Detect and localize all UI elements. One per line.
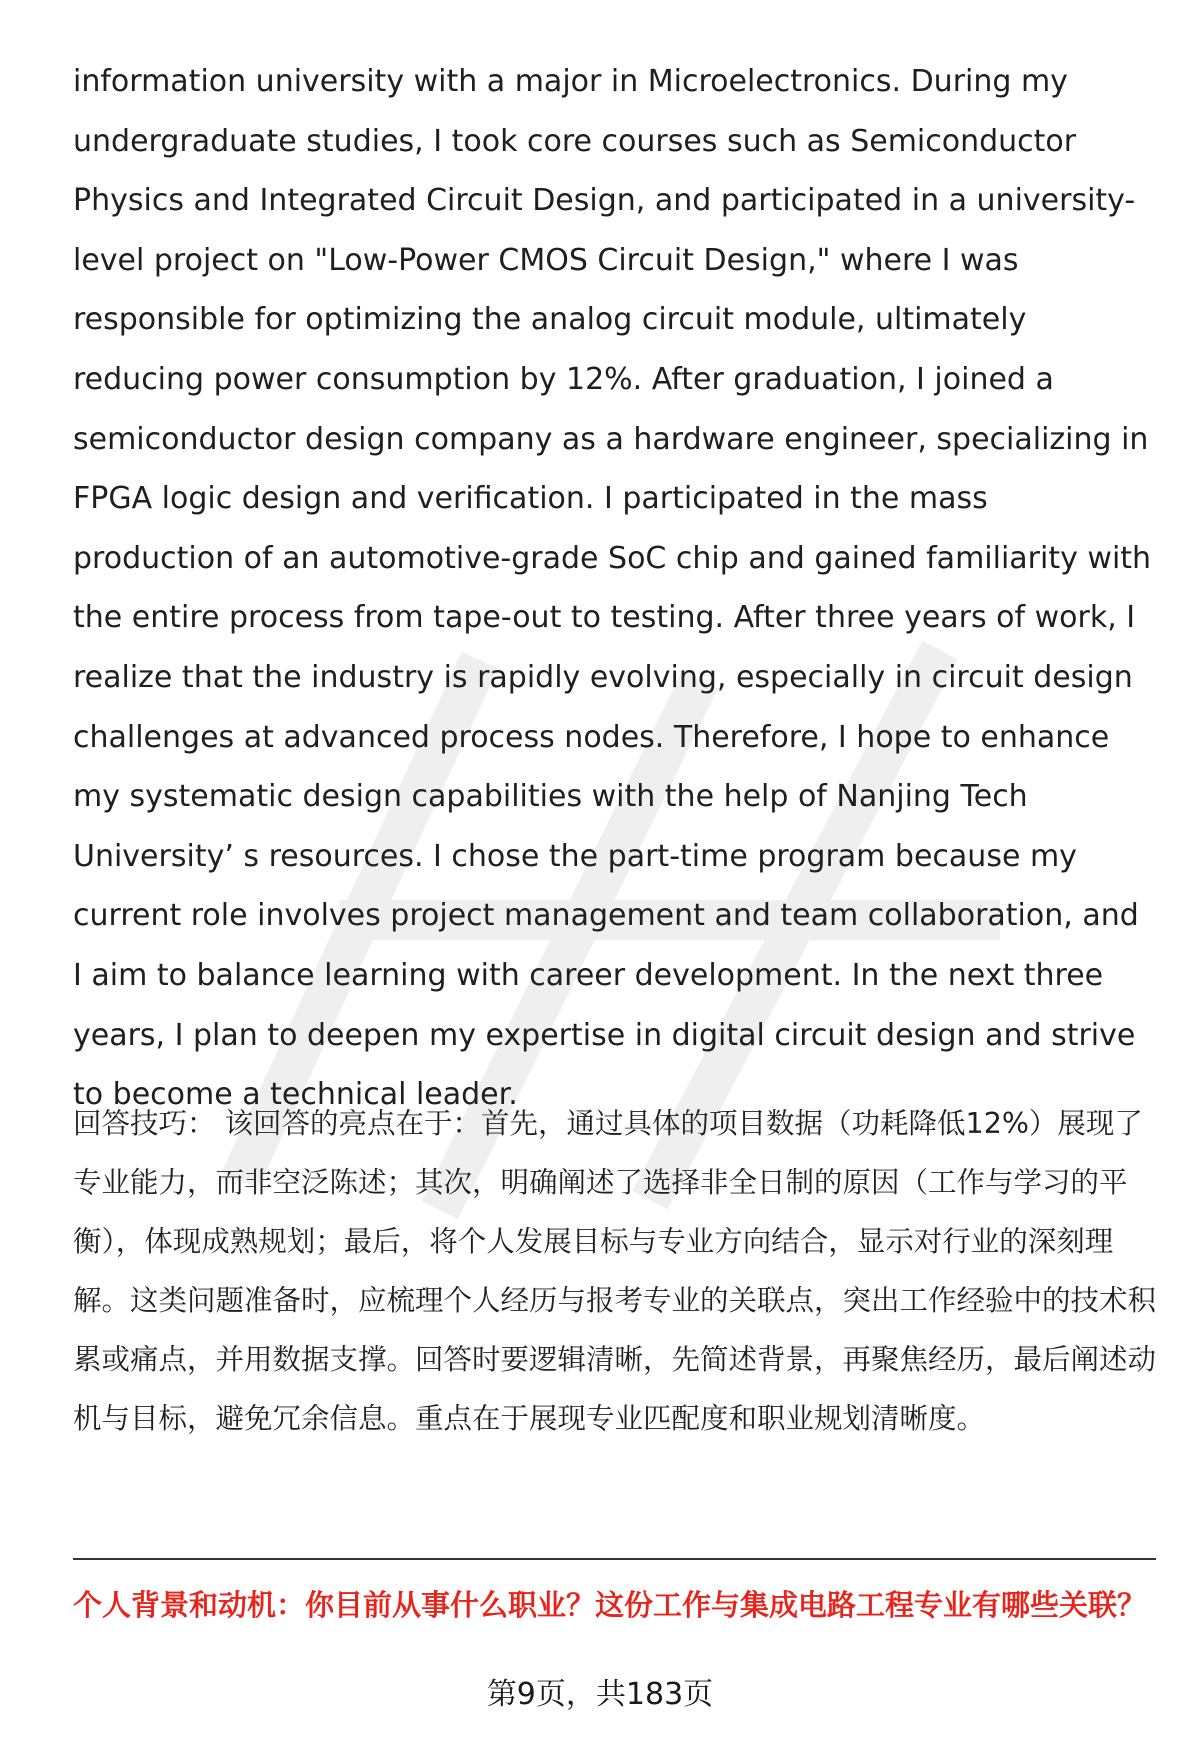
section-divider (73, 1558, 1156, 1560)
next-question-heading: 个人背景和动机：你目前从事什么职业？这份工作与集成电路工程专业有哪些关联？ (73, 1588, 1147, 1622)
answer-tips-paragraph: 回答技巧： 该回答的亮点在于：首先，通过具体的项目数据（功耗降低12%）展现了专业能力，而非空泛陈述；其次，明确阐述了选择非全日制的原因（工作与学习的平衡），体现成熟规划；最后，将个人发展目标与专业方向结合，显示对行业的深刻理解。这类问题准备时，应梳理个人经历与报考专业的关联点，突出工作经验中的技术积累或痛点，并用数据支撑。回答时要逻辑清晰，先简述背景，再聚焦经历，最后阐述动机与目标，避免冗余信息。重点在于展现专业匹配度和职业规划清晰度。 (73, 1107, 1157, 1435)
answer-paragraph: information university with a major in Microelectronics. During my undergraduate studies, I took core courses such as Semiconductor Physics and Integrated Circuit Design, and participated in a university-level project on "Low-Power CMOS Circuit Design," where I was responsible for optimizing the analog circuit module, ultimately reducing power consumption by 12%. After graduation, I joined a semiconductor design company as a hardware engineer, specializing in FPGA logic design and verification. I participated in the mass production of an automotive-grade SoC chip and gained familiarity with the entire process from tape-out to testing. After three years of work, I realize that the industry is rapidly evolving, especially in circuit design challenges at advanced process nodes. Therefore, I hope to enhance my systematic design capabilities with the help of Nanjing Tech University’ s resources. I chose the part-time program because my current role involves project management and team collaboration, and I aim to balance learning with career development. In the next three years, I plan to deepen my expertise in digital circuit design and strive to become a technical leader. (73, 64, 1152, 1113)
page-number: 第9页，共183页 (486, 1677, 714, 1712)
